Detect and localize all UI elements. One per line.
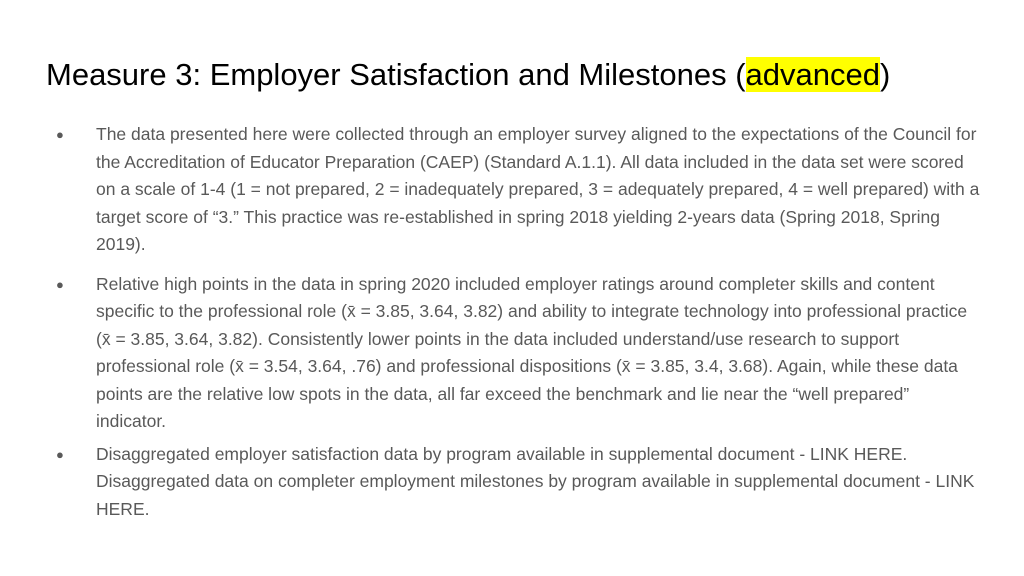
bullet-list: [50, 121, 980, 523]
bullet-dot-icon: ●: [56, 446, 64, 462]
title-prefix: Measure 3: Employer Satisfaction and Milestones (: [46, 57, 746, 92]
slide-title: [46, 56, 1006, 93]
bullet-dot-icon: ●: [56, 276, 64, 292]
bullet-text: Disaggregated employer satisfaction data by program available in supplemental document - LINK HERE. Disaggregated data on completer employment milestones by program available in supplemental document - LINK HERE.: [96, 443, 975, 519]
bullet-dot-icon: ●: [56, 127, 64, 142]
bullet-item-high-points: [50, 271, 980, 436]
title-highlight: advanced: [745, 57, 880, 92]
bullet-text: The data presented here were collected through an employer survey aligned to the expectations of the Council for the Accreditation of Educator Preparation (CAEP) (Standard A.1.1). All data included in the data set were scored on a scale of 1-4 (1 = not prepared, 2 = inadequately prepared, 3 = adequately prepared, 4 = well prepared) with a target score of “3.” This practice was re-established in spring 2018 yielding 2-years data (Spring 2018, Spring 2019).: [96, 124, 980, 254]
bullet-text: Relative high points in the data in spring 2020 included employer ratings around completer skills and content specific to the professional role (x̄ = 3.85, 3.64, 3.82) and ability to integrate technology into professional practice (x̄ = 3.85, 3.64, 3.82). Consistently lower points in the data included understand/use research to support professional role (x̄ = 3.54, 3.64, .76) and professional dispositions (x̄ = 3.85, 3.4, 3.68). Again, while these data points are the relative low spots in the data, all far exceed the benchmark and lie near the “well prepared” indicator.: [96, 273, 968, 431]
title-suffix: ): [880, 57, 891, 92]
bullet-item-data-collection: [50, 121, 980, 259]
bullet-item-disaggregated-data: [50, 441, 980, 524]
